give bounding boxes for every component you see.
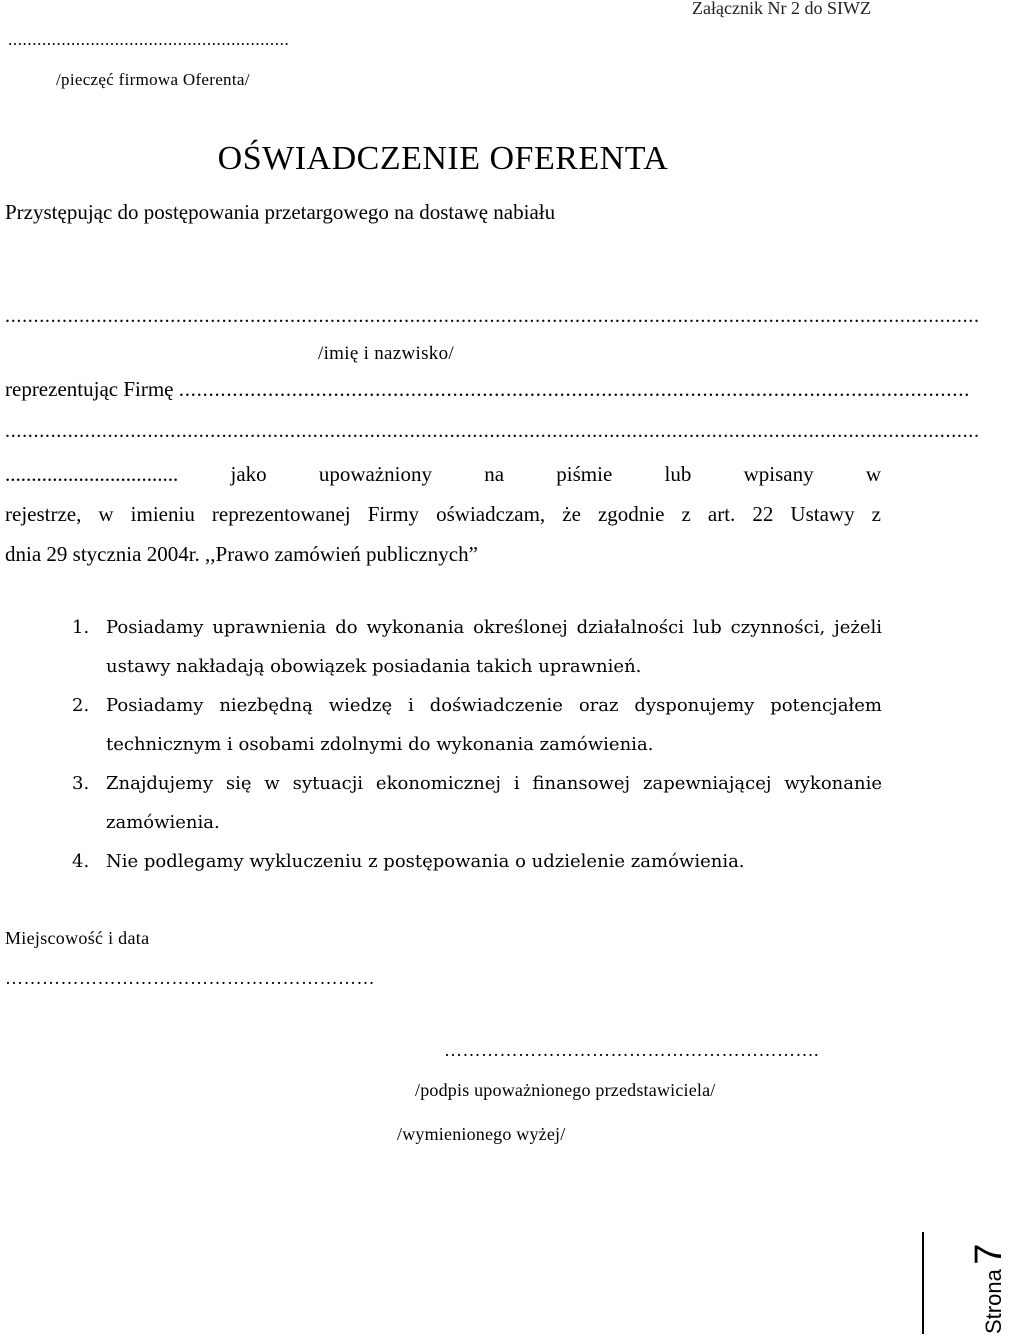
declaration-item	[72, 686, 882, 764]
page-number-box	[922, 1232, 1010, 1342]
page-label: Strona	[981, 1269, 1006, 1334]
document-title: OŚWIADCZENIE OFERENTA	[217, 140, 669, 177]
place-date-dotted-line: ……………………………………………………	[5, 968, 375, 988]
representing-dotted-line: .....................................................................................................................................	[178, 377, 971, 401]
name-label: /imię i nazwisko/	[318, 343, 454, 364]
stamp-dotted-line: ..........................................................	[8, 30, 290, 49]
declaration-number: 3.	[72, 773, 90, 794]
body-line-2: rejestrze, w imieniu reprezentowanej Firmy oświadczam, że zgodnie z art. 22 Ustawy z	[5, 502, 881, 526]
name-dotted-line: ...........................................................................................................................................................................	[5, 305, 980, 327]
declaration-number: 2.	[72, 695, 90, 716]
stamp-label: /pieczęć firmowa Oferenta/	[56, 70, 250, 89]
signature-dotted-line: …………………………………………………….	[444, 1040, 819, 1060]
declaration-text: Znajdujemy się w sytuacji ekonomicznej i finansowej zapewniającej wykonanie zamówienia.	[106, 773, 882, 833]
intro-text: Przystępując do postępowania przetargowego na dostawę nabiału	[5, 200, 556, 224]
page-number-rotated	[968, 1244, 1011, 1334]
declaration-item	[72, 608, 882, 686]
declaration-item	[72, 842, 882, 881]
attachment-note: Załącznik Nr 2 do SIWZ	[692, 0, 871, 18]
declaration-text: Posiadamy niezbędną wiedzę i doświadczenie oraz dysponujemy potencjałem technicznym i osobami zdolnymi do wykonania zamówienia.	[106, 695, 882, 755]
signature-label: /podpis upoważnionego przedstawiciela/	[415, 1080, 716, 1100]
representing-line	[5, 377, 970, 402]
company-dotted-line: ...........................................................................................................................................................................	[5, 420, 980, 442]
declaration-number: 4.	[72, 851, 90, 872]
page-number: 7	[968, 1243, 1010, 1265]
representing-label: reprezentując Firmę	[5, 377, 174, 401]
mentioned-label: /wymienionego wyżej/	[397, 1124, 566, 1144]
body-line-1: ................................. jako upoważniony na piśmie lub wpisany w	[5, 462, 881, 486]
place-date-label: Miejscowość i data	[5, 928, 150, 948]
declaration-text: Nie podlegamy wykluczeniu z postępowania o udzielenie zamówienia.	[106, 851, 745, 872]
declaration-number: 1.	[72, 617, 90, 638]
declaration-item	[72, 764, 882, 842]
page-divider-line	[922, 1232, 924, 1334]
body-line-3: dnia 29 stycznia 2004r. ,,Prawo zamówień publicznych”	[5, 542, 478, 566]
declarations-list	[72, 608, 882, 881]
declaration-text: Posiadamy uprawnienia do wykonania określonej działalności lub czynności, jeżeli ustawy nakładają obowiązek posiadania takich uprawnień.	[106, 617, 882, 677]
